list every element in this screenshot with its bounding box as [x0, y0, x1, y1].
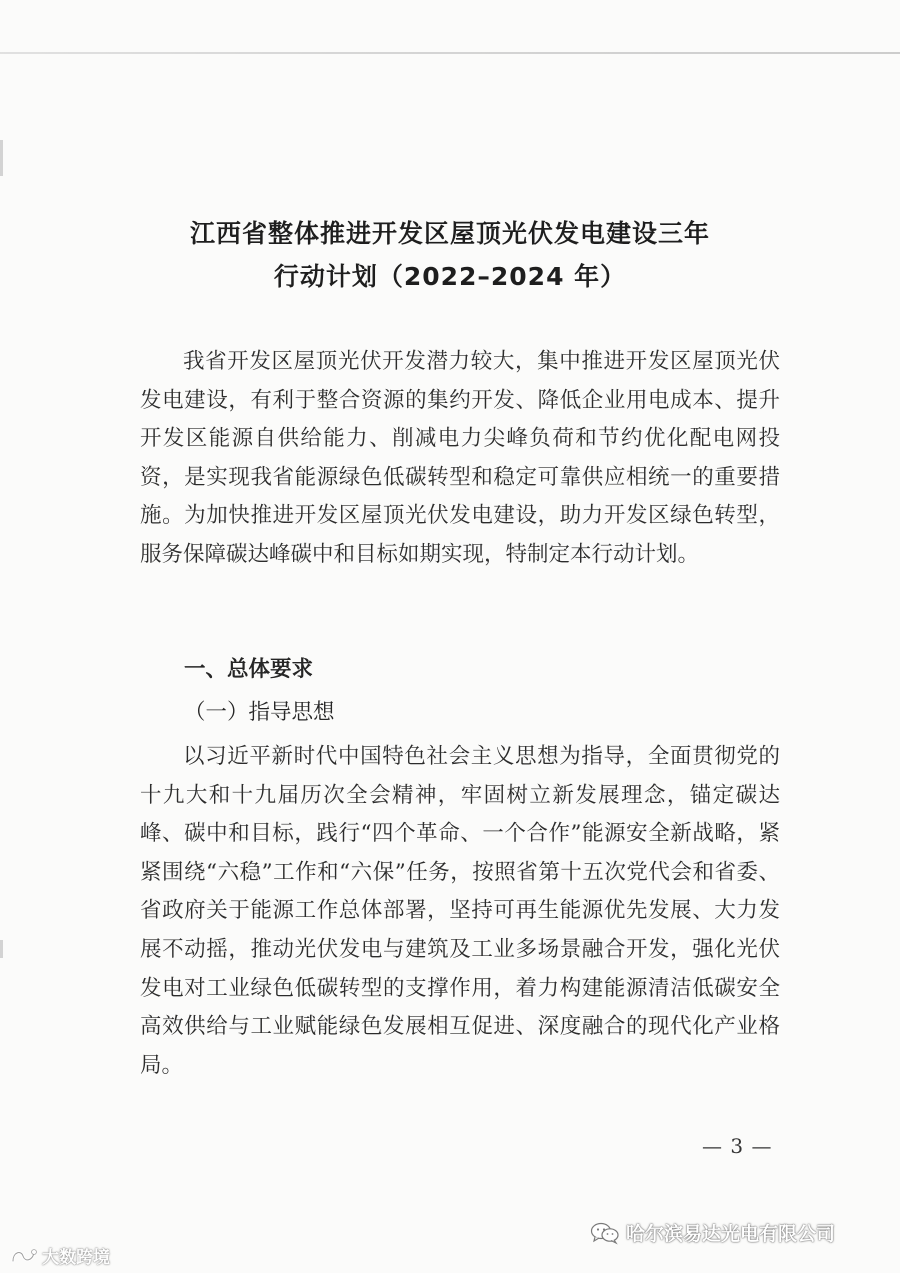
document-title-line-2: 行动计划（2022–2024 年） [273, 262, 627, 291]
subsection-heading: （一）指导思想 [184, 700, 335, 725]
wechat-icon [590, 1221, 620, 1245]
watermark-left-text: 大数跨境 [42, 1248, 110, 1268]
scan-edge-mark [0, 940, 3, 958]
intro-paragraph: 我省开发区屋顶光伏开发潜力较大，集中推进开发区屋顶光伏发电建设，有利于整合资源的集约开发、降低企业用电成本、提升开发区能源自供给能力、削减电力尖峰负荷和节约优化配电网投资，是实现我省能源绿色低碳转型和稳定可靠供应相统一的重要措施。为加快推进开发区屋顶光伏发电建设，助力开发区绿色转型，服务保障碳达峰碳中和目标如期实现，特制定本行动计划。 [140, 349, 780, 567]
watermark-left [10, 1243, 110, 1268]
page-top-edge [0, 52, 900, 54]
document-title-line-1: 江西省整体推进开发区屋顶光伏发电建设三年 [189, 219, 710, 248]
section-heading: 一、总体要求 [184, 657, 314, 682]
page-number: — 3 — [702, 1134, 773, 1158]
watermark-right-text: 哈尔滨易达光电有限公司 [626, 1223, 836, 1245]
brand-logo-icon [10, 1247, 38, 1265]
watermark-right [590, 1219, 835, 1246]
guiding-thought-paragraph: 以习近平新时代中国特色社会主义思想为指导，全面贯彻党的十九大和十九届历次全会精神，牢固树立新发展理念，锚定碳达峰、碳中和目标，践行“四个革命、一个合作”能源安全新战略，紧紧围绕“六稳”工作和“六保”任务，按照省第十五次党代会和省委、省政府关于能源工作总体部署，坚持可再生能源优先发展、大力发展不动摇，推动光伏发电与建筑及工业多场景融合开发，强化光伏发电对工业绿色低碳转型的支撑作用，着力构建能源清洁低碳安全高效供给与工业赋能绿色发展相互促进、深度融合的现代化产业格局。 [140, 744, 780, 1078]
scan-edge-mark [0, 140, 3, 176]
